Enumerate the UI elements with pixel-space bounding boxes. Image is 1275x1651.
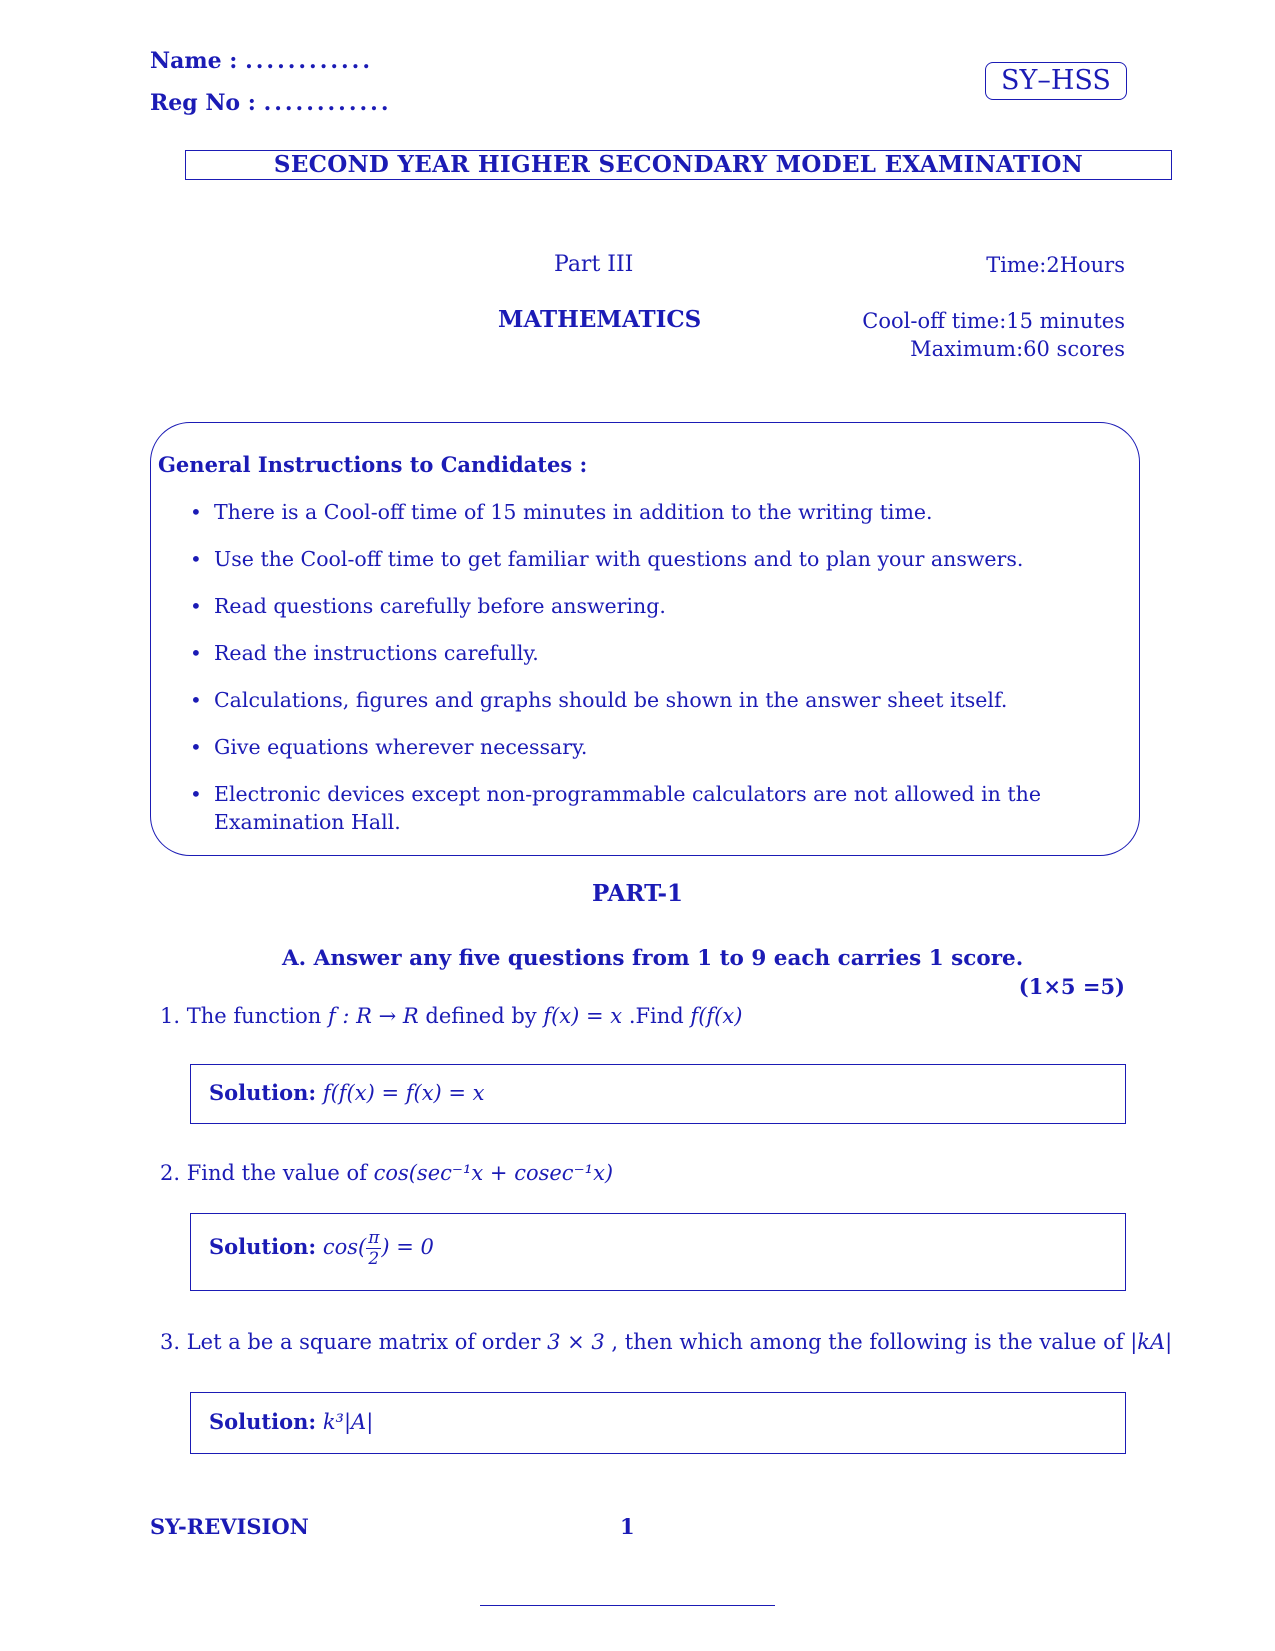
solution-box-3 — [190, 1392, 1126, 1454]
section-marks: (1×5 =5) — [1018, 974, 1125, 999]
reg-no-label: Reg No : — [150, 90, 256, 116]
solution-box-2 — [190, 1213, 1126, 1291]
question-text: Find the value of — [186, 1161, 374, 1185]
paper-code-badge: SY–HSS — [985, 62, 1127, 100]
question-text: , then which among the following is the value of — [604, 1330, 1131, 1354]
question-2 — [160, 1161, 613, 1185]
question-3 — [160, 1330, 1172, 1354]
part-label: Part III — [554, 252, 634, 277]
question-text: .Find — [622, 1004, 691, 1028]
maximum-label: Maximum:60 scores — [910, 337, 1125, 361]
question-math: f(f(x) — [690, 1004, 743, 1028]
solution-label: Solution: — [209, 1234, 317, 1259]
instruction-item: • Electronic devices except non-programmable calculators are not allowed in the Examination Hall. — [186, 780, 1136, 836]
question-number: 1. — [160, 1004, 181, 1028]
question-text: Let a be a square matrix of order — [186, 1330, 548, 1354]
cooloff-label: Cool-off time:15 minutes — [862, 309, 1125, 333]
question-math: cos(sec⁻¹x + cosec⁻¹x) — [373, 1161, 614, 1185]
exam-title: SECOND YEAR HIGHER SECONDARY MODEL EXAMINATION — [185, 150, 1172, 180]
question-math: f(x) = x — [543, 1004, 623, 1028]
instruction-item: • Read the instructions carefully. — [186, 639, 1136, 667]
subject-title: MATHEMATICS — [498, 306, 702, 333]
instructions-list — [186, 498, 1136, 855]
reg-no-dots: ............ — [263, 90, 392, 116]
name-dots: ............ — [245, 48, 374, 74]
instruction-item: • Calculations, figures and graphs should be shown in the answer sheet itself. — [186, 686, 1136, 714]
instructions-title: General Instructions to Candidates : — [158, 452, 588, 477]
question-math: |kA| — [1130, 1330, 1173, 1354]
question-math: f : R → R — [327, 1004, 419, 1028]
question-math: 3 × 3 — [547, 1330, 605, 1354]
fraction-numerator: π — [368, 1228, 380, 1248]
instruction-item: • Read questions carefully before answering. — [186, 592, 1136, 620]
solution-label: Solution: — [209, 1409, 317, 1434]
solution-box-1 — [190, 1064, 1126, 1124]
part-heading: PART-1 — [591, 880, 684, 907]
solution-text: k³|A| — [322, 1410, 374, 1434]
page-number: 1 — [620, 1514, 635, 1539]
instruction-item: • Use the Cool-off time to get familiar with questions and to plan your answers. — [186, 545, 1136, 573]
footer-label: SY-REVISION — [150, 1514, 309, 1539]
solution-text: ) = 0 — [381, 1235, 434, 1259]
solution-text: cos( — [322, 1235, 367, 1259]
instruction-item: • Give equations wherever necessary. — [186, 733, 1136, 761]
pi-over-2-fraction — [366, 1228, 381, 1269]
question-1 — [160, 1004, 742, 1028]
solution-label: Solution: — [209, 1080, 317, 1105]
name-label: Name : — [150, 48, 238, 74]
time-label: Time:2Hours — [986, 253, 1125, 277]
section-heading: A. Answer any five questions from 1 to 9 each carries 1 score. — [282, 946, 1024, 971]
question-number: 3. — [160, 1330, 181, 1354]
solution-text: f(f(x) = f(x) = x — [322, 1081, 485, 1105]
question-number: 2. — [160, 1161, 181, 1185]
instruction-item: • There is a Cool-off time of 15 minutes in addition to the writing time. — [186, 498, 1136, 526]
fraction-denominator: 2 — [368, 1249, 380, 1269]
reg-no-field — [150, 90, 391, 116]
name-field — [150, 48, 373, 74]
question-text: defined by — [418, 1004, 544, 1028]
bottom-rule — [480, 1605, 775, 1606]
question-text: The function — [186, 1004, 328, 1028]
